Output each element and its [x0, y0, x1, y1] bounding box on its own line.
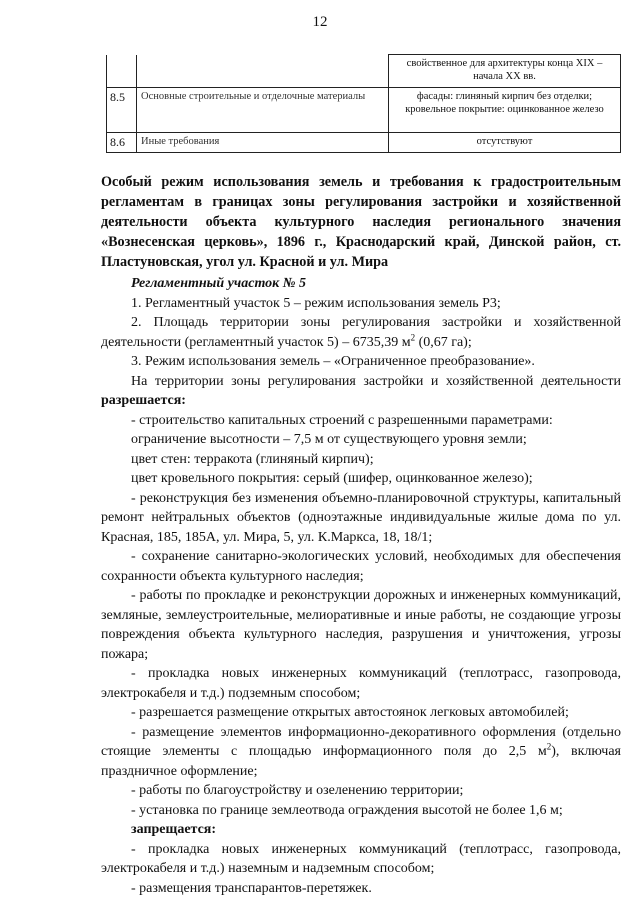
paragraph-1: 1. Регламентный участок 5 – режим использования земель Р3; — [131, 295, 501, 311]
row-value: фасады: глиняный кирпич без отделки; кровельное покрытие: оцинкованное железо — [389, 88, 621, 133]
table-row — [107, 133, 621, 153]
table-row — [107, 55, 621, 88]
area-unit-superscript: 2 — [410, 331, 416, 342]
row-name: Основные строительные и отделочные материалы — [137, 88, 389, 133]
allowed-item: - сохранение санитарно-экологических условий, необходимых для обеспечения сохранности объекта культурного наследия; — [101, 549, 621, 584]
allowed-subitem: цвет кровельного покрытия: серый (шифер, оцинкованное железо); — [131, 471, 533, 486]
section-heading: Особый режим использования земель и требования к градостроительным регламентам в границах зоны регулирования застройки и хозяйственной деятельности объекта культурного наследия регионального значения «Вознесенская церковь», 1896 г., Краснодарский край, Динской район, ст. Пластуновская, угол ул. Красной и ул. Мира — [101, 174, 621, 270]
allowed-keyword: разрешается: — [101, 393, 186, 408]
page-number: 12 — [312, 14, 328, 30]
row-value: свойственное для архитектуры конца XIX – начала XX вв. — [389, 55, 621, 88]
table-row — [107, 88, 621, 133]
subsection-title: Регламентный участок № 5 — [131, 276, 307, 291]
row-value: отсутствуют — [389, 133, 621, 153]
row-name: Иные требования — [137, 133, 389, 153]
allowed-item: - разрешается размещение открытых автостоянок легковых автомобилей; — [131, 705, 569, 720]
row-number: 8.6 — [107, 133, 137, 153]
paragraph-2-tail: (0,67 га); — [415, 334, 472, 350]
forbidden-item: - размещения транспарантов-перетяжек. — [131, 880, 372, 896]
row-number — [107, 55, 137, 88]
allowed-intro-text: На территории зоны регулирования застройки и хозяйственной деятельности — [131, 373, 621, 389]
area-unit-superscript: 2 — [546, 741, 552, 752]
forbidden-item: - прокладка новых инженерных коммуникаций (теплотрасс, газопровода, электрокабеля и т.д.) наземным и надземным способом; — [101, 841, 621, 876]
paragraph-2-text: 2. Площадь территории зоны регулирования застройки и хозяйственной деятельности (регламентный участок 5) – 6735,39 м — [101, 315, 621, 350]
allowed-item-text: - размещение элементов информационно-декоративного оформления (отдельно стоящие элементы с площадью информационного поля до 2,5 м — [101, 724, 621, 759]
row-number: 8.5 — [107, 88, 137, 133]
allowed-item: - реконструкция без изменения объемно-планировочной структуры, капитальный ремонт нейтральных объектов (одноэтажные индивидуальные жилые дома по ул. Красная, 185, 185А, ул. Мира, 5, ул. К.Маркса, 18, 18/1; — [101, 490, 621, 545]
requirements-table — [106, 54, 621, 153]
allowed-item: - работы по прокладке и реконструкции дорожных и инженерных коммуникаций, земляные, землеустроительные, мелиоративные и иные работы, не создающие угрозы повреждения объекта культурного наследия, разрушения и уничтожения, угрозы пожара; — [101, 588, 621, 662]
allowed-item-tail: ), включая праздничное оформление; — [101, 744, 622, 779]
allowed-intro — [101, 372, 621, 411]
body-text — [101, 274, 621, 898]
forbidden-keyword: запрещается: — [131, 822, 217, 837]
allowed-subitem: ограничение высотности – 7,5 м от существующего уровня земли; — [131, 432, 527, 447]
paragraph-2 — [101, 313, 621, 352]
allowed-item: - строительство капитальных строений с разрешенными параметрами: — [131, 412, 553, 428]
paragraph-3: 3. Режим использования земель – «Ограниченное преобразование». — [131, 354, 535, 369]
allowed-item — [101, 723, 621, 782]
allowed-subitem: цвет стен: терракота (глиняный кирпич); — [131, 451, 374, 467]
row-name — [137, 55, 389, 88]
allowed-item: - работы по благоустройству и озеленению территории; — [131, 783, 464, 798]
allowed-item: - установка по границе землеотвода ограждения высотой не более 1,6 м; — [131, 802, 563, 818]
allowed-item: - прокладка новых инженерных коммуникаций (теплотрасс, газопровода, электрокабеля и т.д.) подземным способом; — [101, 666, 621, 701]
